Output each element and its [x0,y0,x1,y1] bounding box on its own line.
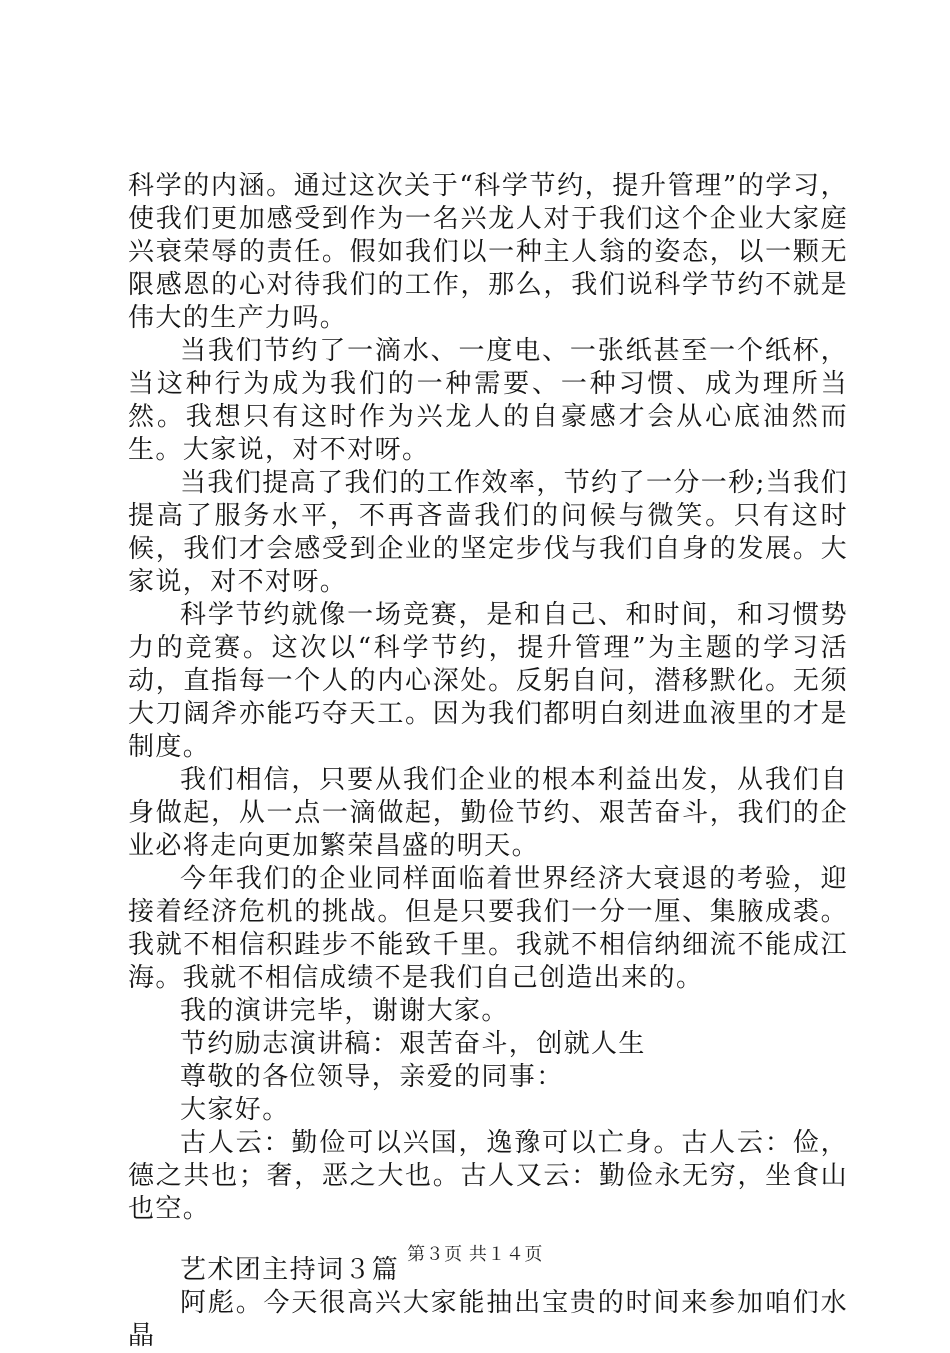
paragraph-2: 当我们节约了一滴水、一度电、一张纸甚至一个纸杯，当这种行为成为我们的一种需要、一种习惯、成为理所当然。我想只有这时作为兴龙人的自豪感才会从心底油然而生。大家说，对不对呀。 [128,336,848,465]
section-heading: 艺术团主持词３篇 [180,1255,400,1285]
paragraph-11: 古人云：勤俭可以兴国，逸豫可以亡身。古人云：俭，德之共也；奢，恶之大也。古人又云：勤俭永无穷，坐食山也空。 [128,1128,848,1224]
paragraph-4: 科学节约就像一场竞赛，是和自己、和时间，和习惯势力的竞赛。这次以“科学节约，提升管理”为主题的学习活动，直指每一个人的内心深处。反躬自问，潜移默化。无须大刀阔斧亦能巧夺天工。因为我们都明白刻进血液里的才是制度。 [128,600,848,762]
paragraph-1: 科学的内涵。通过这次关于“科学节约，提升管理”的学习，使我们更加感受到作为一名兴龙人对于我们这个企业大家庭兴衰荣辱的责任。假如我们以一种主人翁的姿态，以一颗无限感恩的心对待我们的工作，那么，我们说科学节约不就是伟大的生产力吗。 [128,171,848,333]
paragraph-12: 阿彪。今天很高兴大家能抽出宝贵的时间来参加咱们水晶 [128,1288,848,1351]
page-footer: 第３页 共１４页 [407,1244,543,1265]
paragraph-7: 我的演讲完毕，谢谢大家。 [180,996,509,1026]
paragraph-9: 尊敬的各位领导，亲爱的同事： [180,1062,564,1092]
paragraph-5: 我们相信，只要从我们企业的根本利益出发，从我们自身做起，从一点一滴做起，勤俭节约、艰苦奋斗，我们的企业必将走向更加繁荣昌盛的明天。 [128,765,848,861]
paragraph-10: 大家好。 [180,1095,290,1125]
paragraph-3: 当我们提高了我们的工作效率，节约了一分一秒;当我们提高了服务水平，不再吝啬我们的问候与微笑。只有这时候，我们才会感受到企业的坚定步伐与我们自身的发展。大家说，对不对呀。 [128,468,848,597]
paragraph-6: 今年我们的企业同样面临着世界经济大衰退的考验，迎接着经济危机的挑战。但是只要我们一分一厘、集腋成裘。我就不相信积跬步不能致千里。我就不相信纳细流不能成江海。我就不相信成绩不是我们自己创造出来的。 [128,864,848,993]
document-body [128,170,848,1353]
paragraph-8: 节约励志演讲稿：艰苦奋斗，创就人生 [180,1029,646,1059]
